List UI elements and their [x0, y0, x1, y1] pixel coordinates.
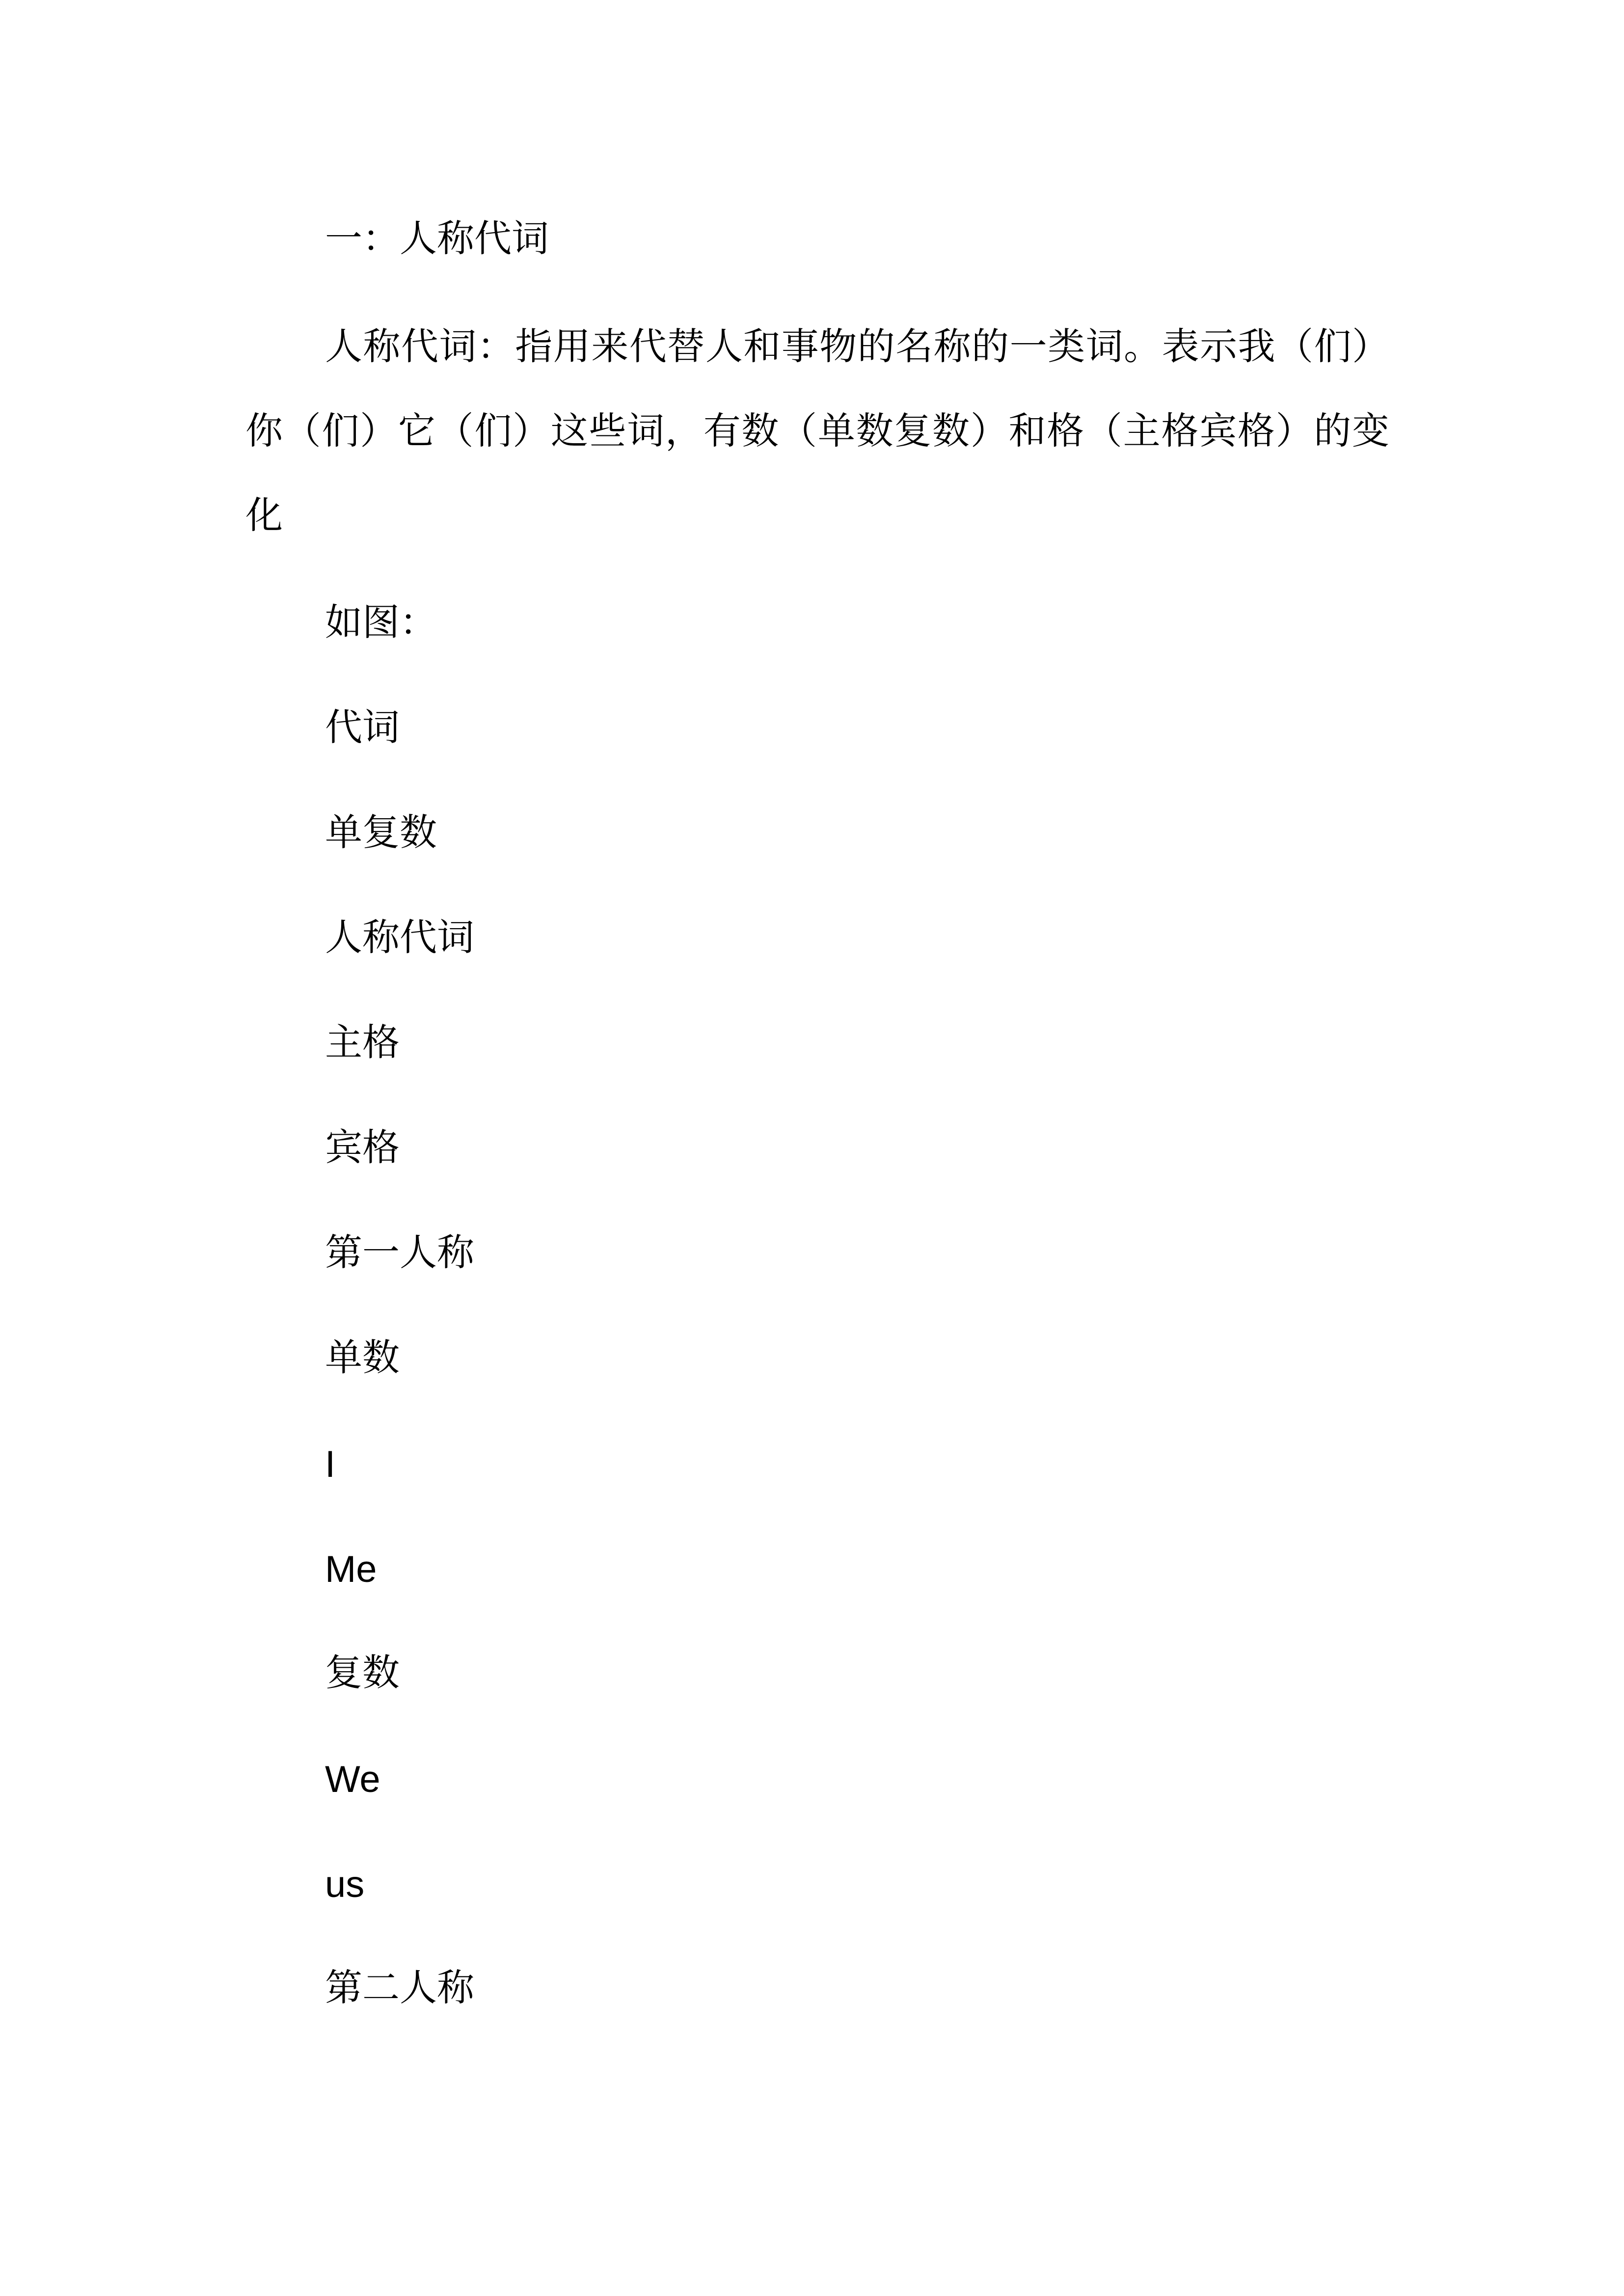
list-item-me: Me: [325, 1548, 377, 1590]
list-item-objective-case: 宾格: [325, 1125, 400, 1169]
definition-paragraph: 人称代词：指用来代替人和事物的名称的一类词。表示我（们）你（们）它（们）这些词，有数（单数复数）和格（主格宾格）的变化: [245, 324, 1389, 537]
list-item-i: I: [325, 1443, 336, 1485]
list-item-singular: 单数: [325, 1335, 400, 1379]
list-item-number: 单复数: [325, 810, 437, 854]
list-item-we: We: [325, 1759, 380, 1800]
list-item-first-person: 第一人称: [325, 1230, 474, 1274]
figure-intro: 如图：: [325, 600, 437, 644]
list-item-subjective-case: 主格: [325, 1020, 400, 1064]
list-item-personal-pronoun: 人称代词: [325, 915, 474, 959]
section-heading: 一：人称代词: [325, 216, 549, 260]
list-item-plural: 复数: [325, 1651, 400, 1694]
list-item-pronoun: 代词: [325, 705, 400, 749]
list-item-us: us: [325, 1864, 365, 1905]
list-item-second-person: 第二人称: [325, 1966, 474, 2009]
